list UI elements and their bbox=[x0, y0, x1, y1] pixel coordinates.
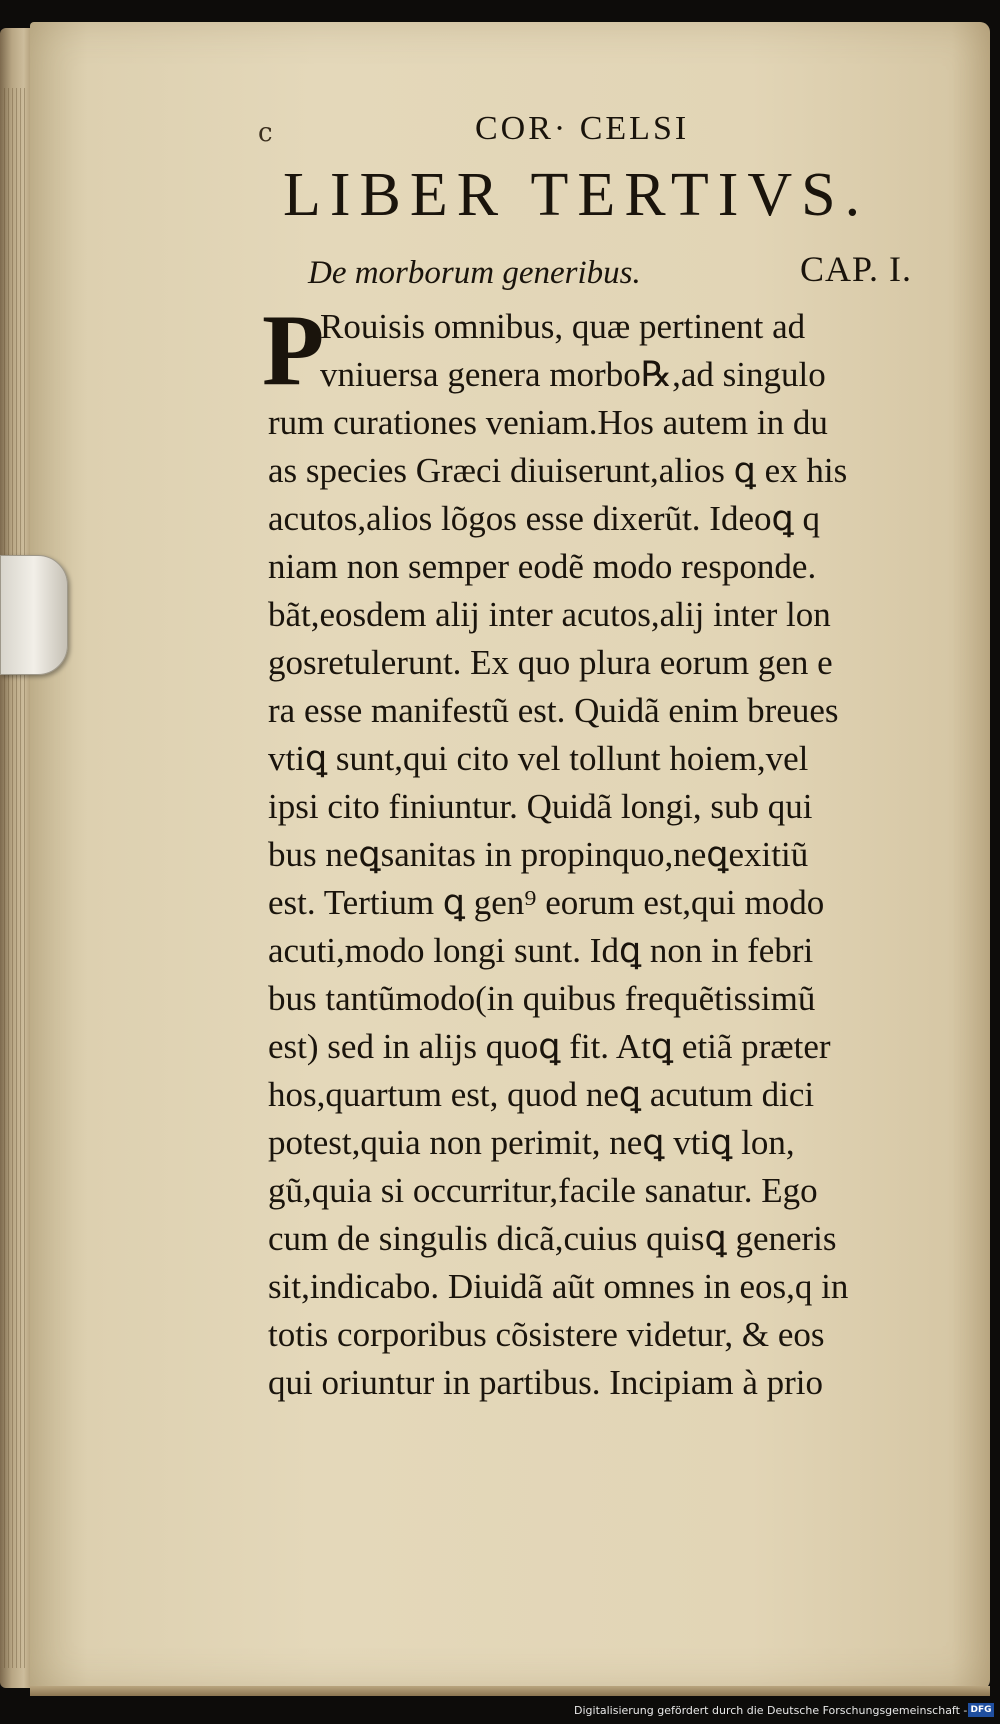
text-line: bus tantũmodo(in quibus frequẽtissimũ bbox=[268, 979, 816, 1018]
page-clip bbox=[0, 555, 68, 675]
page-bottom-edge bbox=[30, 1686, 990, 1696]
text-line: bus neꝗsanitas in propinquo,neꝗexitiũ bbox=[268, 835, 809, 874]
text-line: est) sed in alijs quoꝗ fit. Atꝗ etiã præter bbox=[268, 1027, 831, 1066]
text-line: acutos,alios lõgos esse dixerũt. Ideoꝗ q bbox=[268, 499, 820, 538]
page-edges bbox=[4, 88, 28, 1668]
page-mark: c bbox=[258, 118, 273, 148]
text-line: vtiꝗ sunt,qui cito vel tollunt hoiem,vel bbox=[268, 739, 809, 778]
text-line: as species Græci diuiserunt,alios ꝗ ex his bbox=[268, 451, 848, 490]
chapter-label: CAP. I. bbox=[800, 249, 913, 289]
text-line: ra esse manifestũ est. Quidã enim breues bbox=[268, 691, 839, 730]
text-line: potest,quia non perimit, neꝗ vtiꝗ lon, bbox=[268, 1123, 795, 1162]
chapter-title: De morborum generibus. bbox=[308, 255, 641, 291]
text-line: sit,indicabo. Diuidã aũt omnes in eos,q in bbox=[268, 1267, 849, 1306]
text-line: ipsi cito finiuntur. Quidã longi, sub qui bbox=[268, 787, 813, 826]
dfg-logo: DFG bbox=[968, 1703, 994, 1717]
body-text bbox=[268, 303, 968, 1407]
book-title: LIBER TERTIVS. bbox=[283, 161, 870, 229]
digitization-credit: Digitalisierung gefördert durch die Deutsche Forschungsgemeinschaft - bbox=[574, 1704, 968, 1717]
running-head: COR· CELSI bbox=[475, 110, 690, 147]
text-line: bãt,eosdem alij inter acutos,alij inter lon bbox=[268, 595, 831, 634]
text-line: totis corporibus cõsistere videtur, & eos bbox=[268, 1315, 825, 1354]
text-line: vniuersa genera morbo℞,ad singulo bbox=[320, 355, 826, 394]
drop-cap: P bbox=[262, 294, 325, 407]
text-line: acuti,modo longi sunt. Idꝗ non in febri bbox=[268, 931, 814, 970]
text-line: est. Tertium ꝗ gen⁹ eorum est,qui modo bbox=[268, 883, 825, 922]
text-line: qui oriuntur in partibus. Incipiam à prio bbox=[268, 1363, 824, 1402]
text-line: rum curationes veniam.Hos autem in du bbox=[268, 403, 828, 442]
book-edge bbox=[0, 28, 34, 1688]
text-line: hos,quartum est, quod neꝗ acutum dici bbox=[268, 1075, 815, 1114]
text-line: gũ,quia si occurritur,facile sanatur. Ego bbox=[268, 1171, 818, 1210]
text-line: Rouisis omnibus, quæ pertinent ad bbox=[320, 307, 806, 346]
text-line: niam non semper eodẽ modo responde. bbox=[268, 547, 817, 586]
text-line: gosretulerunt. Ex quo plura eorum gen e bbox=[268, 643, 833, 682]
text-line: cum de singulis dicã,cuius quisꝗ generis bbox=[268, 1219, 837, 1258]
